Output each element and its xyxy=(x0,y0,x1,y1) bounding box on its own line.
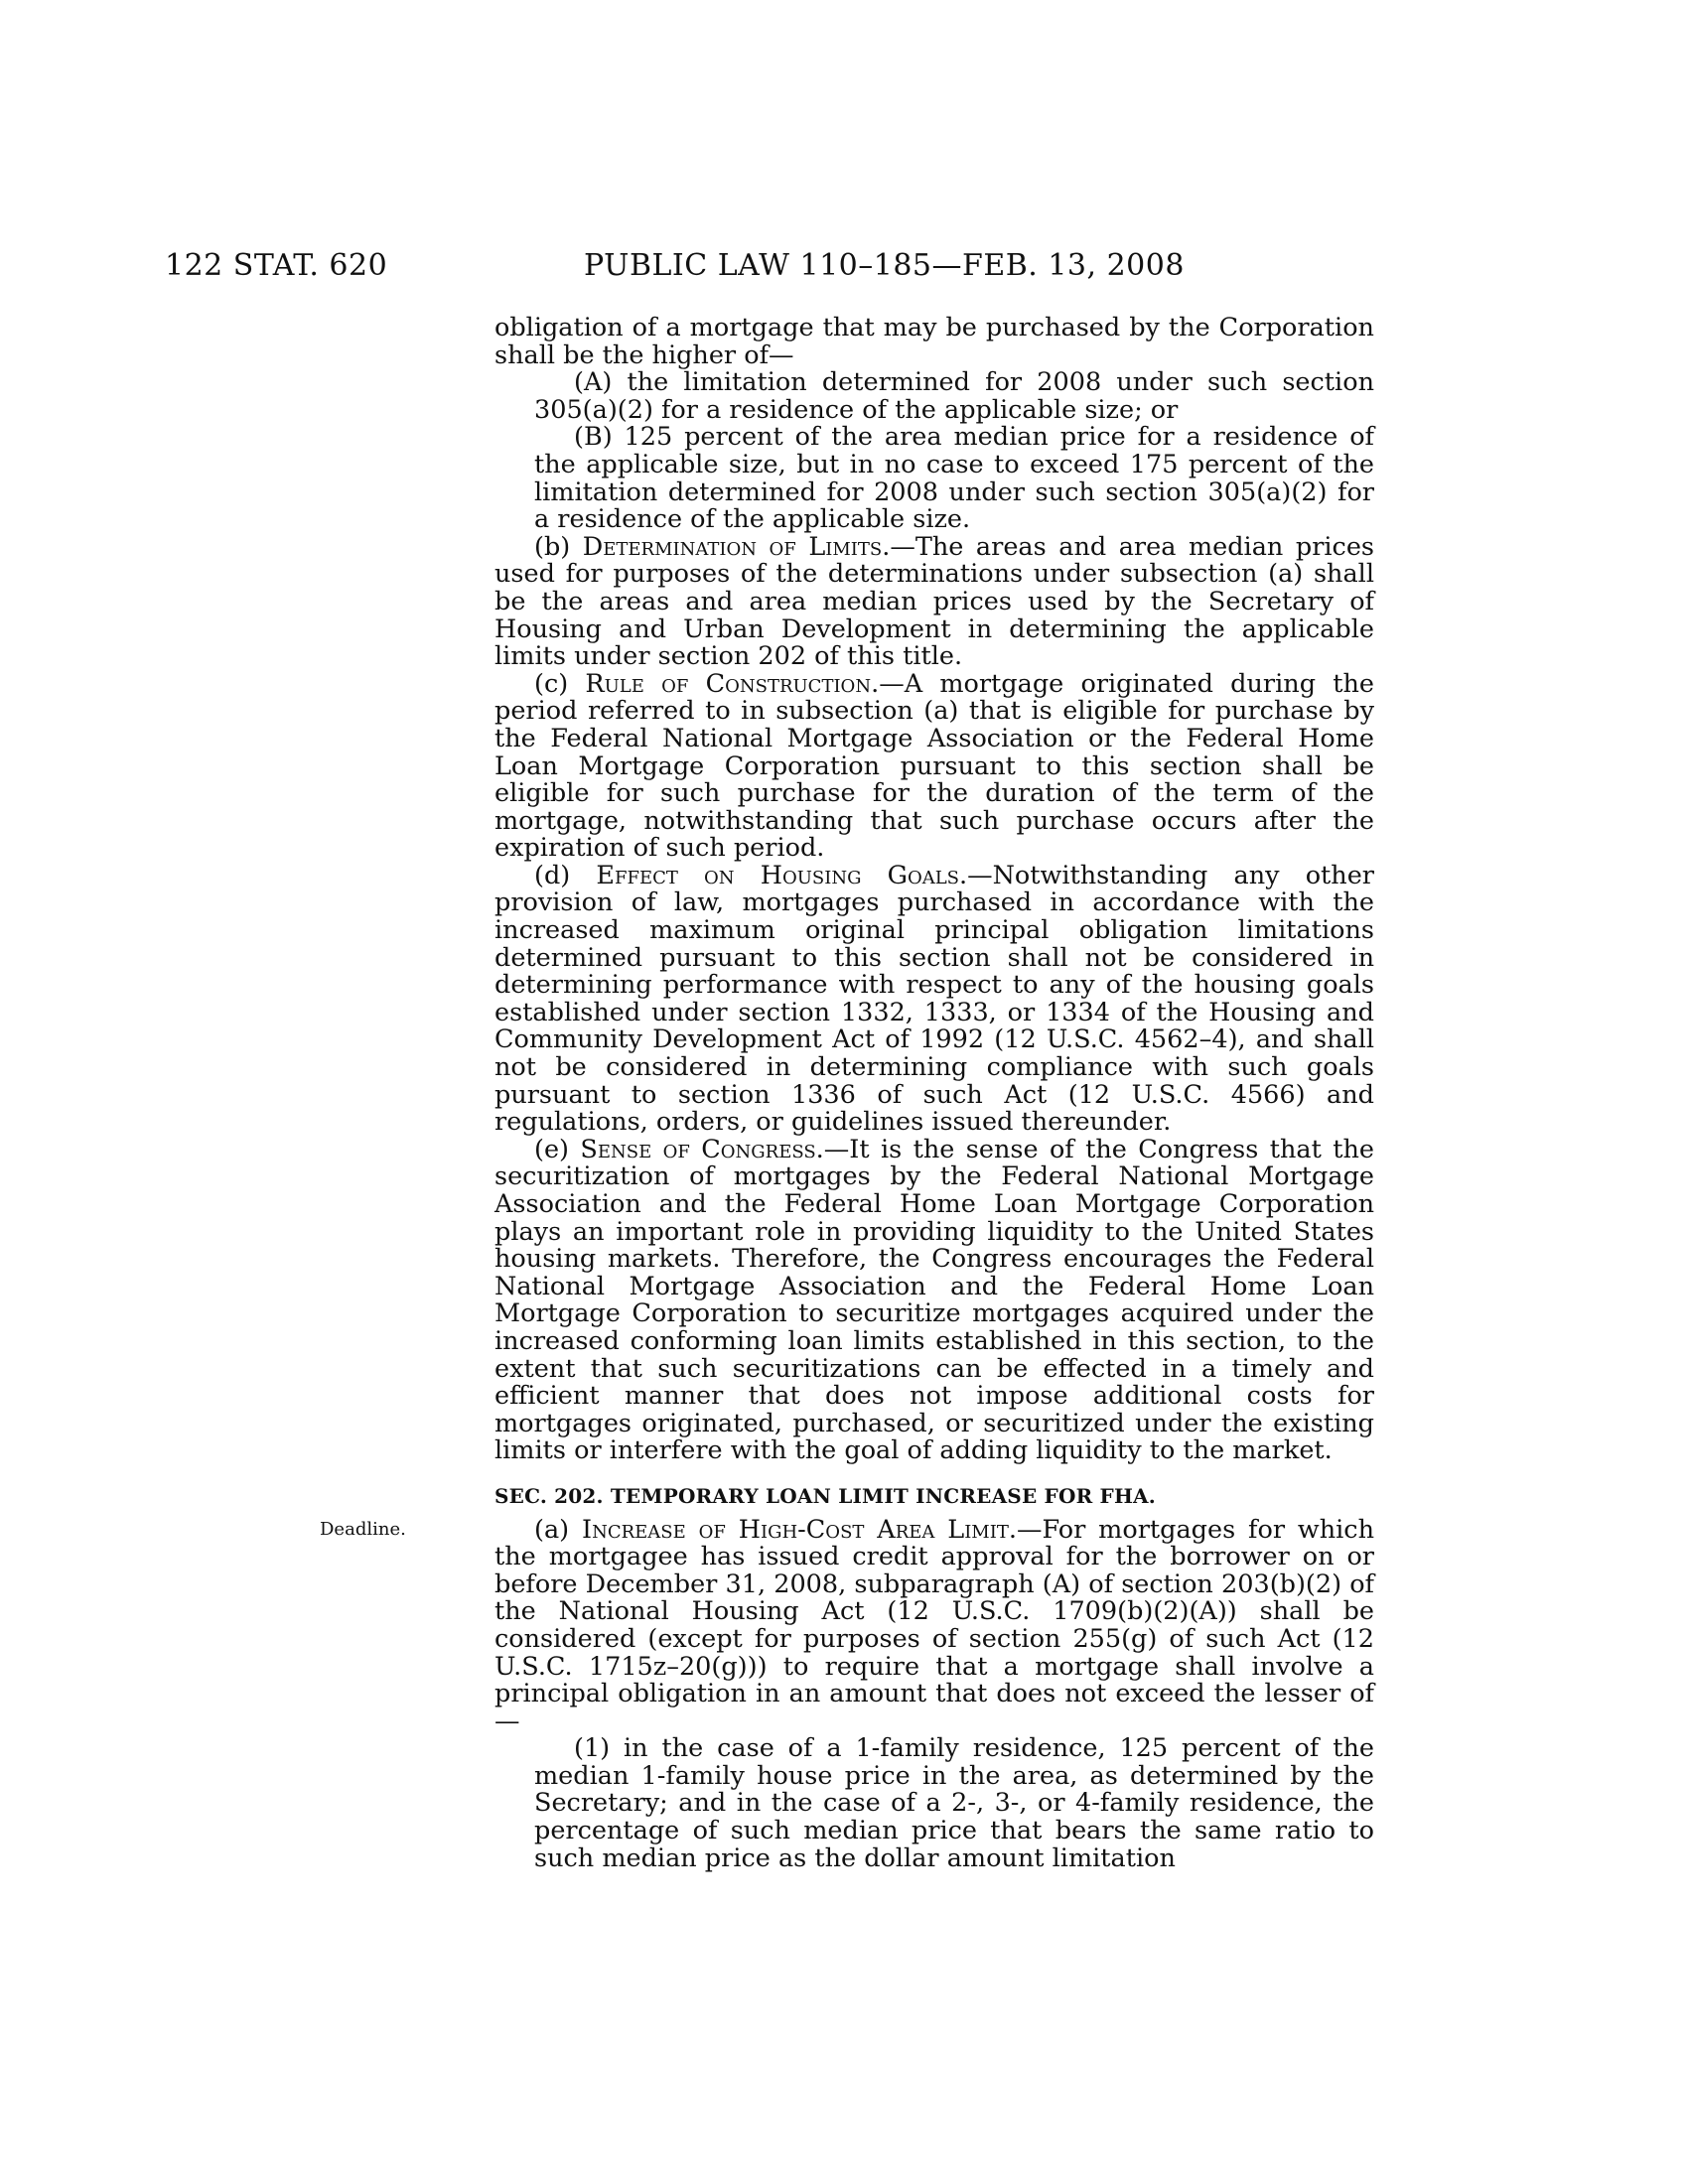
sec201-item-a: (A) the limitation determined for 2008 under such section 305(a)(2) for a residence of the applicable size; or xyxy=(534,367,1374,425)
subsection-label: (c) xyxy=(534,668,569,699)
sec201-subsection-c xyxy=(494,668,1375,864)
main-text-column xyxy=(494,315,1374,1872)
subsection-heading: Determination of Limits. xyxy=(582,531,891,562)
subsection-text: —For mortgages for which the mortgagee has issued credit approval for the borrower on or before December 31, 2008, subparagraph (A) of section 203(b)(2) of the National Housing Act (12 U.S.C. 1709(b)(2)(A)) shall be considered (except for purposes of section 255(g) of such Act (12 U.S.C. 1715z–20(g))) to require that a mortgage shall involve a principal obligation in an amount that does not exceed the lesser of— xyxy=(494,1514,1375,1736)
sec201-intro: obligation of a mortgage that may be purchased by the Corporation shall be the higher of— xyxy=(494,313,1374,370)
sec202-subsection-a xyxy=(494,1514,1375,1736)
stat-reference: 122 STAT. 620 xyxy=(165,248,388,283)
subsection-label: (b) xyxy=(534,531,571,562)
sec201-subsection-e xyxy=(494,1134,1375,1466)
section-heading-202: SEC. 202. TEMPORARY LOAN LIMIT INCREASE FOR FHA. xyxy=(494,1483,1156,1508)
subsection-text: —The areas and area median prices used for purposes of the determinations under subsection (a) shall be the areas and area median prices used by the Secretary of Housing and Urban Development in determining the applicable limits under section 202 of this title. xyxy=(494,531,1374,672)
subsection-heading: Sense of Congress. xyxy=(580,1134,824,1164)
subsection-text: —Notwithstanding any other provision of law, mortgages purchased in accordance with the increased maximum original principal obligation limitations determined pursuant to this section shall not be considered in determining performance with respect to any of the housing goals established under section 1332, 1333, or 1334 of the Housing and Community Development Act of 1992 (12 U.S.C. 4562–4), and shall not be considered in determining compliance with such goals pursuant to section 1336 of such Act (12 U.S.C. 4566) and regulations, orders, or guidelines issued thereunder. xyxy=(494,860,1374,1138)
sec201-subsection-b xyxy=(494,531,1374,672)
margin-note-deadline: Deadline. xyxy=(320,1519,406,1540)
subsection-heading: Effect on Housing Goals. xyxy=(596,860,968,890)
subsection-heading: Increase of High-Cost Area Limit. xyxy=(582,1514,1017,1545)
subsection-text: —It is the sense of the Congress that the securitization of mortgages by the Federal National Mortgage Association and the Federal Home Loan Mortgage Corporation plays an important role in providing liquidity to the United States housing markets. Therefore, the Congress encourages the Federal National Mortgage Association and the Federal Home Loan Mortgage Corporation to securitize mortgages acquired under the increased conforming loan limits established in this section, to the extent that such securitizations can be effected in a timely and efficient manner that does not impose additional costs for mortgages originated, purchased, or securitized under the existing limits or interfere with the goal of adding liquidity to the market. xyxy=(494,1134,1375,1466)
subsection-label: (e) xyxy=(534,1134,569,1164)
running-title: PUBLIC LAW 110–185—FEB. 13, 2008 xyxy=(584,248,1185,283)
subsection-text: —A mortgage originated during the period referred to in subsection (a) that is eligible for purchase by the Federal National Mortgage Association or the Federal Home Loan Mortgage Corporation pursuant to this section shall be eligible for such purchase for the duration of the term of the mortgage, notwithstanding that such purchase occurs after the expiration of such period. xyxy=(494,668,1375,864)
sec201-item-b: (B) 125 percent of the area median price for a residence of the applicable size, but in no case to exceed 175 percent of the limitation determined for 2008 under such section 305(a)(2) for a residence of the applicable size. xyxy=(534,422,1374,535)
sec201-subsection-d xyxy=(494,860,1374,1138)
subsection-label: (a) xyxy=(534,1514,570,1545)
subsection-heading: Rule of Construction. xyxy=(585,668,880,699)
sec202-item-1: (1) in the case of a 1-family residence, 125 percent of the median 1-family house price in the area, as determined by the Secretary; and in the case of a 2-, 3-, or 4-family residence, the percentage of such median price that bears the same ratio to such median price as the dollar amount limitation xyxy=(534,1733,1374,1873)
subsection-label: (d) xyxy=(534,860,571,890)
